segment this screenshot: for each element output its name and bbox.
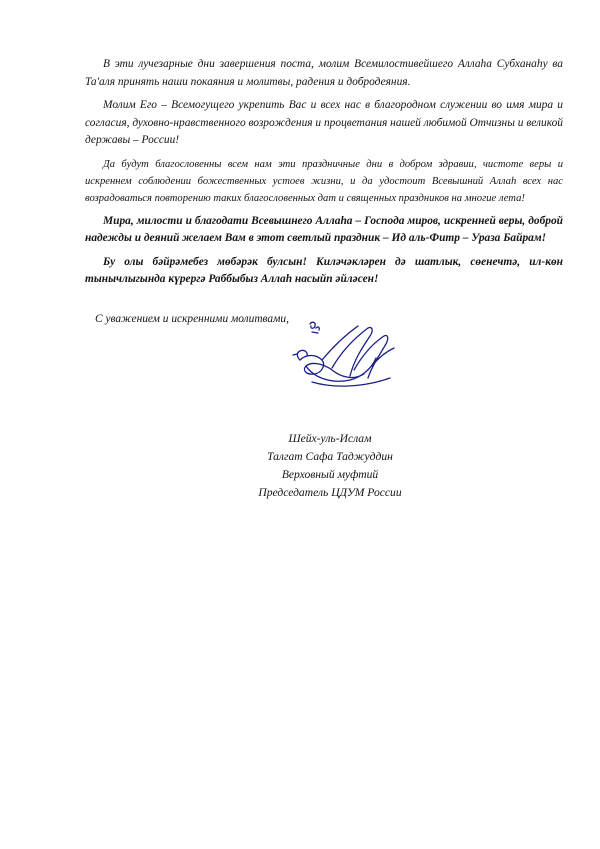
signatory-block (240, 430, 420, 502)
letter-body (85, 56, 563, 295)
letter-paragraph-5: Бу олы бәйрәмебез мөбәрәк булсын! Киләчәкләрен дә шатлык, сөенечтә, ил-көн тынычлыгында күрергә Раббыбыз Аллаһ насыйп әйләсен! (85, 255, 563, 285)
letter-paragraph-3: Да будут благословенны всем нам эти праздничные дни в добром здравии, чистоте веры и искреннем соблюдении божественных устоев жизни, и да удостоит Всевышний Аллаһ всех нас возрадоваться повторению таких благословенных дат и священных праздников на многие лета! (85, 158, 563, 204)
signatory-organization: Председатель ЦДУМ России (258, 486, 402, 499)
letter-paragraph-4: Мира, милости и благодати Всевышнего Аллаһа – Господа миров, искренней веры, доброй надежды и деяний желаем Вам в этот светлый праздник – Ид аль-Фитр – Ураза Байрам! (85, 214, 563, 244)
letter-paragraph-1: В эти лучезарные дни завершения поста, молим Всемилостивейшего Аллаһа Субханаһу ва Та'аля принять наши покаяния и молитвы, радения и добродеяния. (85, 58, 563, 88)
closing-line: С уважением и искренними молитвами, (95, 313, 289, 325)
letter-paragraph-2: Молим Его – Всемогущего укрепить Вас и всех нас в благородном служении во имя мира и согласия, духовно-нравственного возрождения и процветания нашей любимой Отчизны и великой державы – России! (85, 99, 563, 146)
signatory-name: Талгат Сафа Таджуддин (267, 450, 393, 463)
handwritten-signature-icon (292, 318, 402, 393)
signatory-title: Шейх-уль-Ислам (288, 432, 372, 445)
signatory-position: Верховный муфтий (281, 468, 379, 481)
